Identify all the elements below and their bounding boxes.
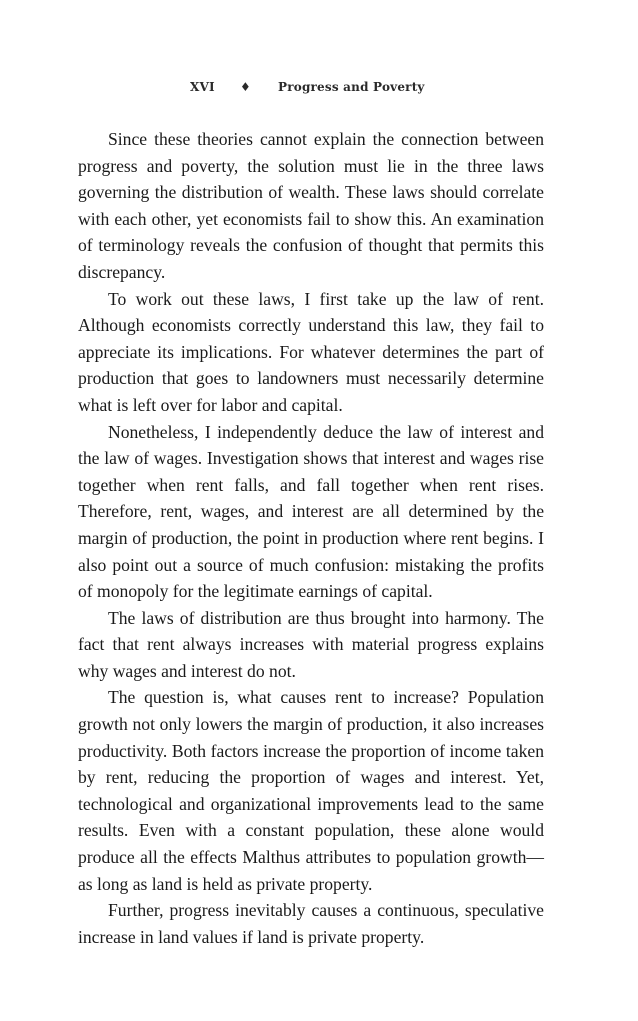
paragraph: To work out these laws, I first take up the law of rent. Although economists correctly understand this law, they fail to appreciate its implications. For whatever determines the part of production that goes to landowners must necessarily determine what is left over for labor and capital. (78, 288, 544, 415)
paragraph: Since these theories cannot explain the connection between progress and poverty, the solution must lie in the three laws governing the distribution of wealth. These laws should correlate with each other, yet economists fail to show this. An examination of terminology reveals the confusion of thought that permits this discrepancy. (78, 129, 544, 282)
paragraph: The laws of distribution are thus brought into harmony. The fact that rent always increases with material progress explains why wages and interest do not. (78, 607, 544, 681)
body-text (78, 126, 544, 950)
page-folio: XVI (190, 80, 215, 94)
diamond-separator-icon: ♦ (240, 80, 251, 94)
paragraph: Further, progress inevitably causes a continuous, speculative increase in land values if land is private property. (78, 900, 544, 947)
paragraph: The question is, what causes rent to increase? Population growth not only lowers the margin of production, it also increases productivity. Both factors increase the proportion of income taken by rent, reducing the proportion of wages and interest. Yet, technological and organizational improvements lead to the same results. Even with a constant population, these alone would produce all the effects Malthus attributes to population growth—as long as land is held as private property. (78, 687, 544, 894)
book-title: Progress and Poverty (278, 80, 425, 94)
paragraph: Nonetheless, I independently deduce the law of interest and the law of wages. Investigation shows that interest and wages rise together when rent falls, and fall together when rent rises. Therefore, rent, wages, and interest are all determined by the margin of production, the point in production where rent begins. I also point out a source of much confusion: mistaking the profits of monopoly for the legitimate earnings of capital. (78, 421, 544, 602)
